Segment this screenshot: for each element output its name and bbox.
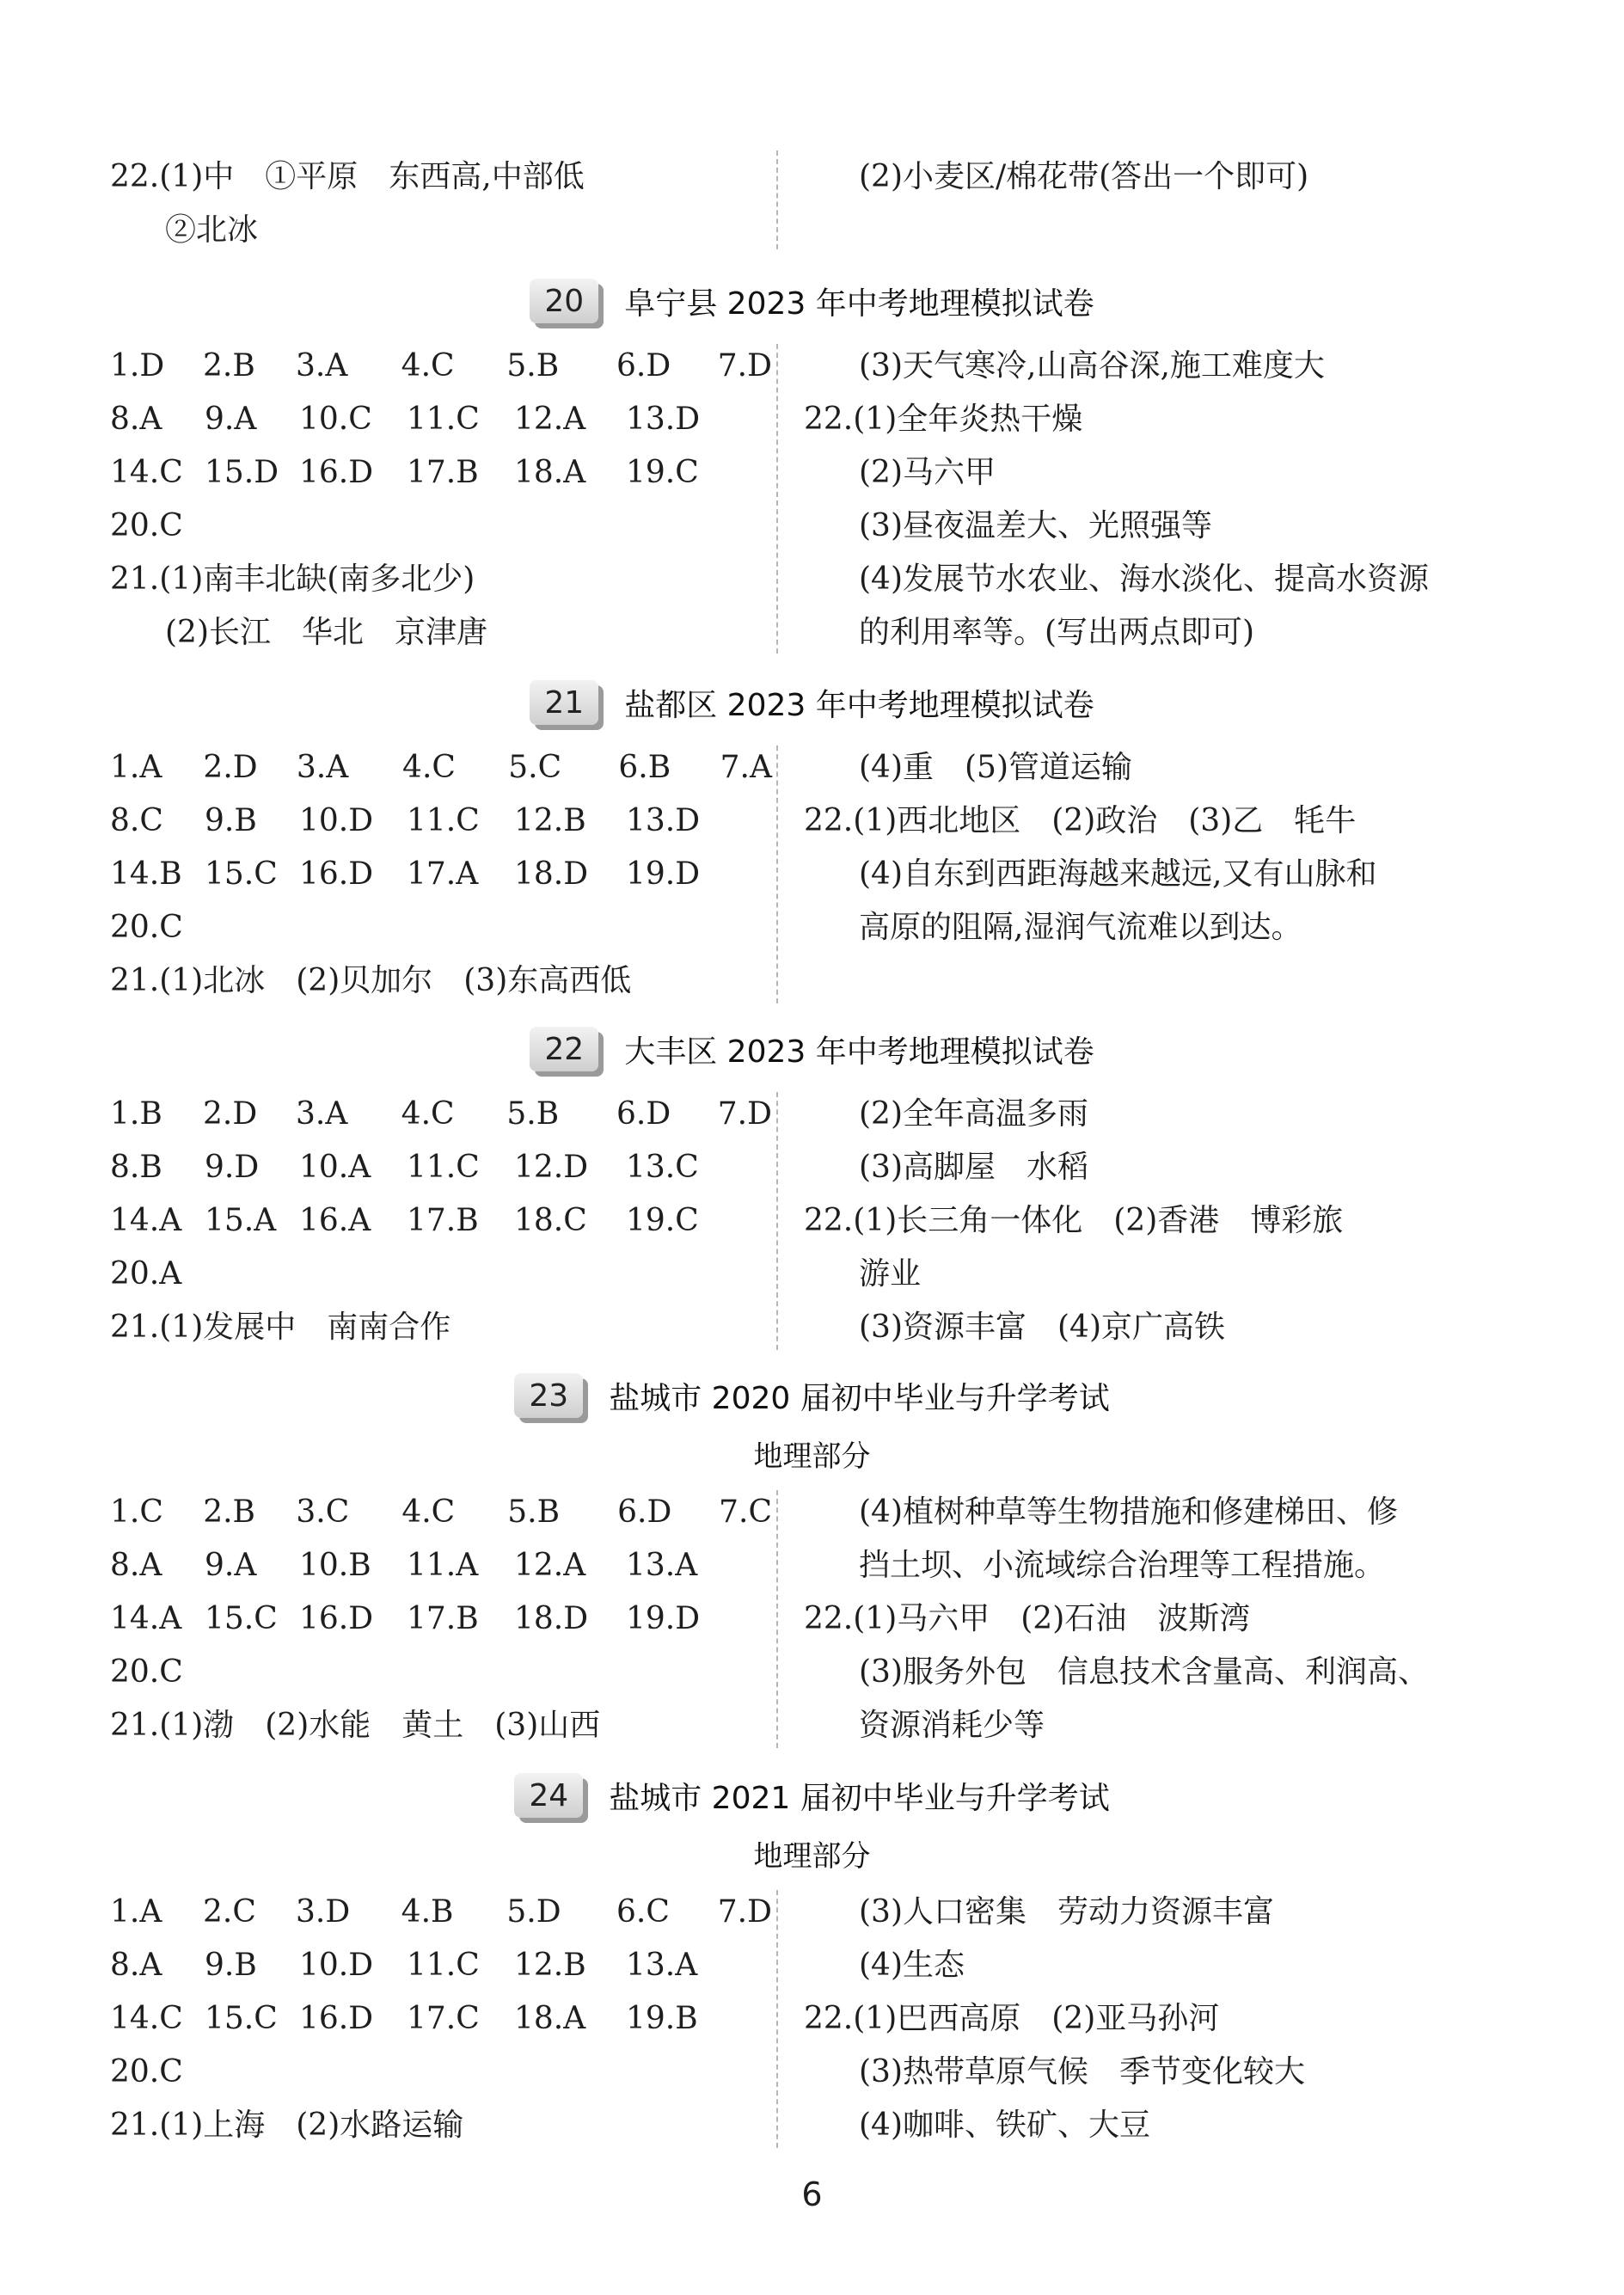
mc-answer: 4.C (402, 750, 456, 785)
mc-answer: 8.A (110, 1548, 162, 1583)
section-subtitle: 地理部分 (753, 1839, 871, 1874)
answer-line: (2)全年高温多雨 (859, 1096, 1088, 1132)
mc-answer: 16.D (299, 455, 374, 490)
mc-answer: 10.B (299, 1548, 371, 1583)
mc-row (110, 1539, 772, 1592)
mc-answer: 2.B (203, 1494, 255, 1530)
mc-answer: 7.D (717, 348, 772, 384)
mc-row (110, 1592, 772, 1646)
mc-answer: 4.C (401, 1494, 456, 1530)
section-number-badge: 21 (530, 680, 598, 725)
answer-line: 的利用率等。(写出两点即可) (859, 615, 1255, 650)
answer-line: 21.(1)渤 (2)水能 黄土 (3)山西 (110, 1708, 601, 1743)
mc-answer: 17.C (407, 2001, 480, 2036)
answer-line: (2)长江 华北 京津唐 (165, 615, 487, 650)
mc-row (110, 1992, 772, 2046)
mc-answer: 14.A (110, 1601, 182, 1636)
section-title: 阜宁县 2023 年中考地理模拟试卷 (624, 285, 1094, 322)
answer-line: 21.(1)北冰 (2)贝加尔 (3)东高西低 (110, 963, 632, 998)
mc-answer: 13.C (626, 1150, 699, 1185)
mc-answer: 15.C (205, 1601, 278, 1636)
section-header (0, 672, 1624, 733)
mc-row (110, 795, 772, 848)
answer-line: 22.(1)巴西高原 (2)亚马孙河 (804, 2001, 1220, 2036)
mc-answer: 3.A (296, 750, 349, 785)
mc-answer: 16.D (299, 1601, 374, 1636)
section-subtitle: 地理部分 (753, 1439, 871, 1474)
answer-line: 高原的阻隔,湿润气流难以到达。 (859, 910, 1302, 945)
mc-answer: 18.D (514, 856, 589, 892)
left-column (110, 1088, 772, 1354)
answer-line: (3)热带草原气候 季节变化较大 (859, 2054, 1305, 2089)
mc-answer: 10.C (299, 402, 372, 437)
mc-answer: 4.C (401, 348, 455, 384)
mc-answer: 19.C (626, 1203, 699, 1238)
answer-line: 20.A (110, 1256, 182, 1292)
answer-line: 22.(1)长三角一体化 (2)香港 博彩旅 (804, 1203, 1344, 1238)
mc-answer: 18.A (514, 455, 586, 490)
mc-row (110, 340, 772, 393)
mc-answer: 15.A (205, 1203, 277, 1238)
mc-answer: 6.D (617, 1494, 672, 1530)
mc-row (110, 1141, 772, 1194)
mc-answer: 5.B (506, 348, 560, 384)
column-divider (776, 344, 778, 654)
section-number-badge: 22 (530, 1027, 598, 1071)
answer-line: (3)天气寒冷,山高谷深,施工难度大 (859, 348, 1325, 384)
mc-answer: 9.D (205, 1150, 260, 1185)
mc-answer: 7.C (719, 1494, 773, 1530)
right-column (804, 1886, 1474, 2152)
section-number-badge: 23 (514, 1373, 583, 1418)
mc-answer: 14.C (110, 2001, 183, 2036)
answer-line: 20.C (110, 2054, 183, 2089)
mc-answer: 3.A (295, 348, 348, 384)
mc-answer: 5.C (508, 750, 562, 785)
mc-answer: 9.A (205, 402, 257, 437)
mc-answer: 10.A (299, 1150, 371, 1185)
answer-line: 22.(1)中 ①平原 东西高,中部低 (110, 159, 585, 194)
mc-answer: 3.D (295, 1894, 351, 1930)
mc-row (110, 393, 772, 446)
section-number-badge: 24 (514, 1773, 583, 1818)
mc-answer: 5.D (506, 1894, 561, 1930)
mc-answer: 14.C (110, 455, 183, 490)
left-column (110, 150, 772, 257)
mc-answer: 2.D (202, 1096, 258, 1132)
right-column (804, 1088, 1474, 1354)
answer-line: (2)马六甲 (859, 455, 996, 490)
left-column (110, 1486, 772, 1752)
mc-answer: 1.C (110, 1494, 163, 1530)
mc-answer: 15.C (205, 856, 278, 892)
right-column (804, 1486, 1474, 1752)
mc-answer: 7.D (717, 1096, 772, 1132)
answer-line: 22.(1)全年炎热干燥 (804, 402, 1083, 437)
answer-line: ②北冰 (165, 212, 259, 248)
section-title: 盐都区 2023 年中考地理模拟试卷 (624, 687, 1094, 723)
section-header (0, 1365, 1624, 1426)
mc-row (110, 1486, 772, 1539)
mc-answer: 1.D (110, 348, 165, 384)
mc-answer: 2.C (202, 1894, 256, 1930)
mc-answer: 19.D (626, 856, 701, 892)
answer-line: 21.(1)发展中 南南合作 (110, 1310, 451, 1345)
mc-row (110, 446, 772, 500)
mc-answer: 16.A (299, 1203, 371, 1238)
answer-line: 22.(1)西北地区 (2)政治 (3)乙 牦牛 (804, 803, 1357, 838)
section-title: 盐城市 2021 届初中毕业与升学考试 (609, 1780, 1110, 1816)
answer-line: (4)生态 (859, 1948, 965, 1983)
mc-answer: 18.D (514, 1601, 589, 1636)
left-column (110, 1886, 772, 2152)
mc-answer: 15.C (205, 2001, 278, 2036)
answer-line: 20.C (110, 508, 183, 543)
mc-answer: 16.D (299, 2001, 374, 2036)
mc-answer: 11.C (407, 1150, 480, 1185)
mc-answer: 16.D (299, 856, 374, 892)
mc-answer: 13.D (626, 402, 701, 437)
mc-row (110, 1088, 772, 1141)
section-header (0, 1019, 1624, 1079)
answer-line: 资源消耗少等 (859, 1708, 1045, 1743)
section-title: 盐城市 2020 届初中毕业与升学考试 (609, 1380, 1110, 1416)
mc-answer: 12.D (514, 1150, 589, 1185)
mc-answer: 1.A (110, 1894, 162, 1930)
mc-answer: 8.B (110, 1150, 162, 1185)
answer-line: (4)咖啡、铁矿、大豆 (859, 2108, 1150, 2143)
mc-answer: 19.D (626, 1601, 701, 1636)
mc-answer: 17.B (407, 455, 479, 490)
mc-answer: 14.A (110, 1203, 182, 1238)
answer-line: (2)小麦区/棉花带(答出一个即可) (859, 159, 1309, 194)
mc-answer: 8.A (110, 1948, 162, 1983)
mc-answer: 1.A (110, 750, 162, 785)
mc-answer: 11.C (407, 803, 480, 838)
answer-line: (4)植树种草等生物措施和修建梯田、修 (859, 1494, 1398, 1530)
answer-line: 20.C (110, 1654, 183, 1690)
answer-line: (3)高脚屋 水稻 (859, 1150, 1088, 1185)
mc-answer: 2.D (203, 750, 258, 785)
column-divider (776, 746, 778, 1003)
answer-line: (3)资源丰富 (4)京广高铁 (859, 1310, 1225, 1345)
answer-line: (3)昼夜温差大、光照强等 (859, 508, 1212, 543)
mc-answer: 8.C (110, 803, 163, 838)
mc-answer: 12.B (514, 803, 586, 838)
column-divider (776, 1490, 778, 1748)
mc-answer: 4.C (401, 1096, 455, 1132)
mc-answer: 1.B (110, 1096, 162, 1132)
answer-line: 20.C (110, 910, 183, 945)
mc-answer: 5.B (506, 1096, 560, 1132)
mc-answer: 18.C (514, 1203, 587, 1238)
mc-answer: 18.A (514, 2001, 586, 2036)
mc-answer: 13.D (626, 803, 701, 838)
section-19-continuation (0, 150, 1624, 267)
mc-answer: 12.A (514, 402, 586, 437)
mc-answer: 10.D (299, 1948, 374, 1983)
left-column (110, 340, 772, 660)
mc-answer: 3.A (295, 1096, 348, 1132)
answer-line: (3)服务外包 信息技术含量高、利润高、 (859, 1654, 1429, 1690)
mc-answer: 15.D (205, 455, 279, 490)
answer-line: 挡土坝、小流域综合治理等工程措施。 (859, 1548, 1386, 1583)
column-divider (776, 150, 778, 249)
section-header (0, 271, 1624, 331)
mc-row (110, 1194, 772, 1248)
mc-answer: 17.B (407, 1601, 479, 1636)
mc-answer: 4.B (401, 1894, 454, 1930)
answer-line: 游业 (859, 1256, 922, 1292)
right-column (804, 150, 1474, 204)
mc-row (110, 1939, 772, 1992)
section-number-badge: 20 (530, 279, 598, 323)
mc-answer: 6.D (616, 1096, 671, 1132)
answer-line: 21.(1)南丰北缺(南多北少) (110, 561, 475, 597)
mc-answer: 12.A (514, 1548, 586, 1583)
mc-answer: 6.D (616, 348, 671, 384)
mc-answer: 10.D (299, 803, 374, 838)
mc-answer: 11.A (407, 1548, 479, 1583)
mc-row (110, 848, 772, 901)
mc-answer: 9.B (205, 1948, 257, 1983)
mc-answer: 2.B (202, 348, 255, 384)
right-column (804, 741, 1474, 954)
column-divider (776, 1092, 778, 1350)
mc-row (110, 741, 772, 795)
page-number: 6 (801, 2175, 823, 2213)
mc-answer: 19.B (626, 2001, 698, 2036)
mc-answer: 13.A (626, 1948, 698, 1983)
section-header (0, 1765, 1624, 1826)
right-column (804, 340, 1474, 660)
mc-answer: 11.C (407, 1948, 480, 1983)
mc-answer: 7.D (717, 1894, 772, 1930)
mc-answer: 14.B (110, 856, 182, 892)
mc-answer: 6.C (616, 1894, 670, 1930)
mc-answer: 9.B (205, 803, 257, 838)
mc-answer: 13.A (626, 1548, 698, 1583)
mc-answer: 17.A (407, 856, 479, 892)
mc-answer: 17.B (407, 1203, 479, 1238)
mc-answer: 8.A (110, 402, 162, 437)
mc-row (110, 1886, 772, 1939)
answer-line: (4)自东到西距海越来越远,又有山脉和 (859, 856, 1377, 892)
column-divider (776, 1890, 778, 2148)
answer-line: (3)人口密集 劳动力资源丰富 (859, 1894, 1274, 1930)
left-column (110, 741, 772, 1008)
answer-line: 21.(1)上海 (2)水路运输 (110, 2108, 464, 2143)
answer-line: (4)发展节水农业、海水淡化、提高水资源 (859, 561, 1429, 597)
mc-answer: 19.C (626, 455, 699, 490)
answer-line: (4)重 (5)管道运输 (859, 750, 1132, 785)
mc-answer: 9.A (205, 1548, 257, 1583)
mc-answer: 12.B (514, 1948, 586, 1983)
answer-line: 22.(1)马六甲 (2)石油 波斯湾 (804, 1601, 1251, 1636)
mc-answer: 6.B (618, 750, 671, 785)
mc-answer: 11.C (407, 402, 480, 437)
mc-answer: 3.C (296, 1494, 350, 1530)
mc-answer: 7.A (720, 750, 772, 785)
mc-answer: 5.B (507, 1494, 561, 1530)
section-title: 大丰区 2023 年中考地理模拟试卷 (624, 1034, 1094, 1070)
